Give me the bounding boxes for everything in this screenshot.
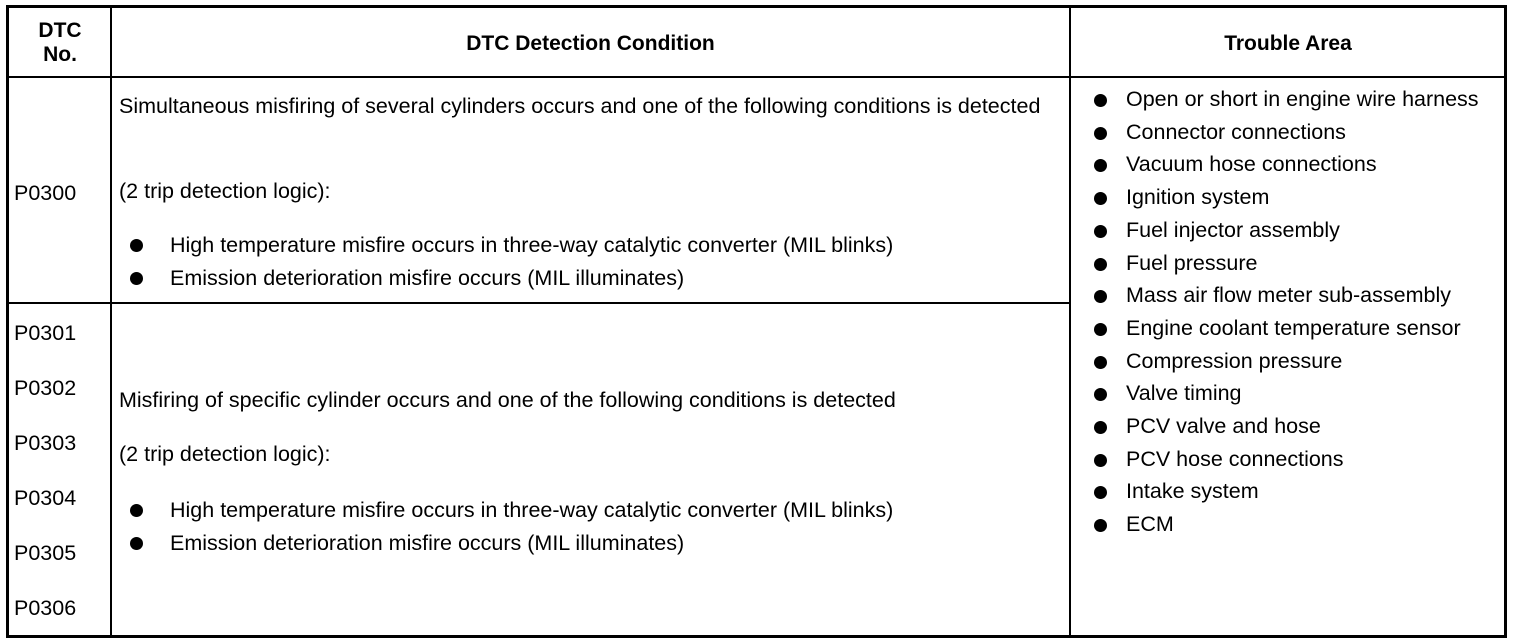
- column-divider-2: [1069, 5, 1071, 638]
- list-item-text: Connector connections: [1126, 119, 1346, 144]
- header-detection-condition: DTC Detection Condition: [466, 32, 715, 55]
- list-item: [1074, 85, 1494, 115]
- list-item: [1074, 477, 1494, 507]
- dtc-code: P0306: [14, 596, 77, 620]
- header-divider: [6, 76, 1507, 78]
- list-item-text: High temperature misfire occurs in three-way catalytic converter (MIL blinks): [170, 233, 894, 257]
- bullet-icon: [1094, 127, 1107, 140]
- bullet-icon: [130, 272, 143, 285]
- list-item: [1074, 314, 1494, 344]
- list-item-text: Fuel pressure: [1126, 250, 1258, 275]
- bullet-icon: [1094, 486, 1107, 499]
- list-item-text: Ignition system: [1126, 185, 1270, 210]
- bullet-icon: [1094, 94, 1107, 107]
- dtc-code: P0300: [14, 181, 77, 205]
- column-divider-1: [110, 5, 112, 638]
- condition-bullet-list: [124, 229, 893, 294]
- trip-logic-text: (2 trip detection logic):: [119, 179, 331, 203]
- row-divider: [6, 302, 1071, 304]
- trouble-area-list: [1074, 85, 1494, 543]
- list-item-text: High temperature misfire occurs in three-way catalytic converter (MIL blinks): [170, 498, 894, 522]
- list-item-text: Engine coolant temperature sensor: [1126, 315, 1461, 340]
- dtc-code: P0302: [14, 376, 77, 400]
- list-item: [1074, 445, 1494, 475]
- list-item: [1074, 150, 1494, 180]
- list-item-text: Compression pressure: [1126, 348, 1343, 373]
- list-item: [124, 229, 893, 262]
- bullet-icon: [1094, 519, 1107, 532]
- bullet-icon: [130, 239, 143, 252]
- bullet-icon: [130, 537, 143, 550]
- list-item-text: PCV hose connections: [1126, 446, 1344, 471]
- condition-text: Misfiring of specific cylinder occurs and one of the following conditions is detected: [119, 388, 896, 412]
- header-trouble-area: Trouble Area: [1224, 32, 1352, 55]
- list-item: [1074, 183, 1494, 213]
- list-item-text: ECM: [1126, 512, 1174, 537]
- list-item: [124, 262, 893, 295]
- list-item-text: Vacuum hose connections: [1126, 152, 1377, 177]
- bullet-icon: [1094, 258, 1107, 271]
- list-item-text: PCV valve and hose: [1126, 414, 1321, 439]
- bullet-icon: [1094, 192, 1107, 205]
- bullet-icon: [1094, 454, 1107, 467]
- list-item: [1074, 118, 1494, 148]
- trip-logic-text: (2 trip detection logic):: [119, 442, 331, 466]
- list-item-text: Mass air flow meter sub-assembly: [1126, 283, 1451, 308]
- bullet-icon: [1094, 388, 1107, 401]
- header-dtc-no: DTC No.: [38, 19, 82, 66]
- condition-bullet-list: [124, 494, 893, 559]
- list-item: [1074, 216, 1494, 246]
- condition-text: Simultaneous misfiring of several cylinders occurs and one of the following conditions is detected: [119, 94, 1041, 118]
- list-item: [1074, 412, 1494, 442]
- dtc-code: P0301: [14, 321, 77, 345]
- list-item: [1074, 510, 1494, 540]
- dtc-code: P0304: [14, 486, 77, 510]
- list-item: [1074, 347, 1494, 377]
- list-item-text: Emission deterioration misfire occurs (MIL illuminates): [170, 265, 685, 290]
- list-item-text: Open or short in engine wire harness: [1126, 87, 1479, 111]
- list-item: [124, 527, 893, 560]
- dtc-code: P0305: [14, 541, 77, 565]
- bullet-icon: [1094, 159, 1107, 172]
- bullet-icon: [1094, 421, 1107, 434]
- list-item: [1074, 281, 1494, 311]
- list-item-text: Emission deterioration misfire occurs (MIL illuminates): [170, 530, 685, 555]
- list-item-text: Fuel injector assembly: [1126, 217, 1340, 242]
- list-item: [1074, 379, 1494, 409]
- bullet-icon: [1094, 225, 1107, 238]
- list-item-text: Valve timing: [1126, 381, 1242, 406]
- bullet-icon: [1094, 356, 1107, 369]
- list-item: [1074, 249, 1494, 279]
- list-item: [124, 494, 893, 527]
- bullet-icon: [1094, 290, 1107, 303]
- dtc-code: P0303: [14, 431, 77, 455]
- bullet-icon: [130, 504, 143, 517]
- list-item-text: Intake system: [1126, 479, 1259, 504]
- bullet-icon: [1094, 323, 1107, 336]
